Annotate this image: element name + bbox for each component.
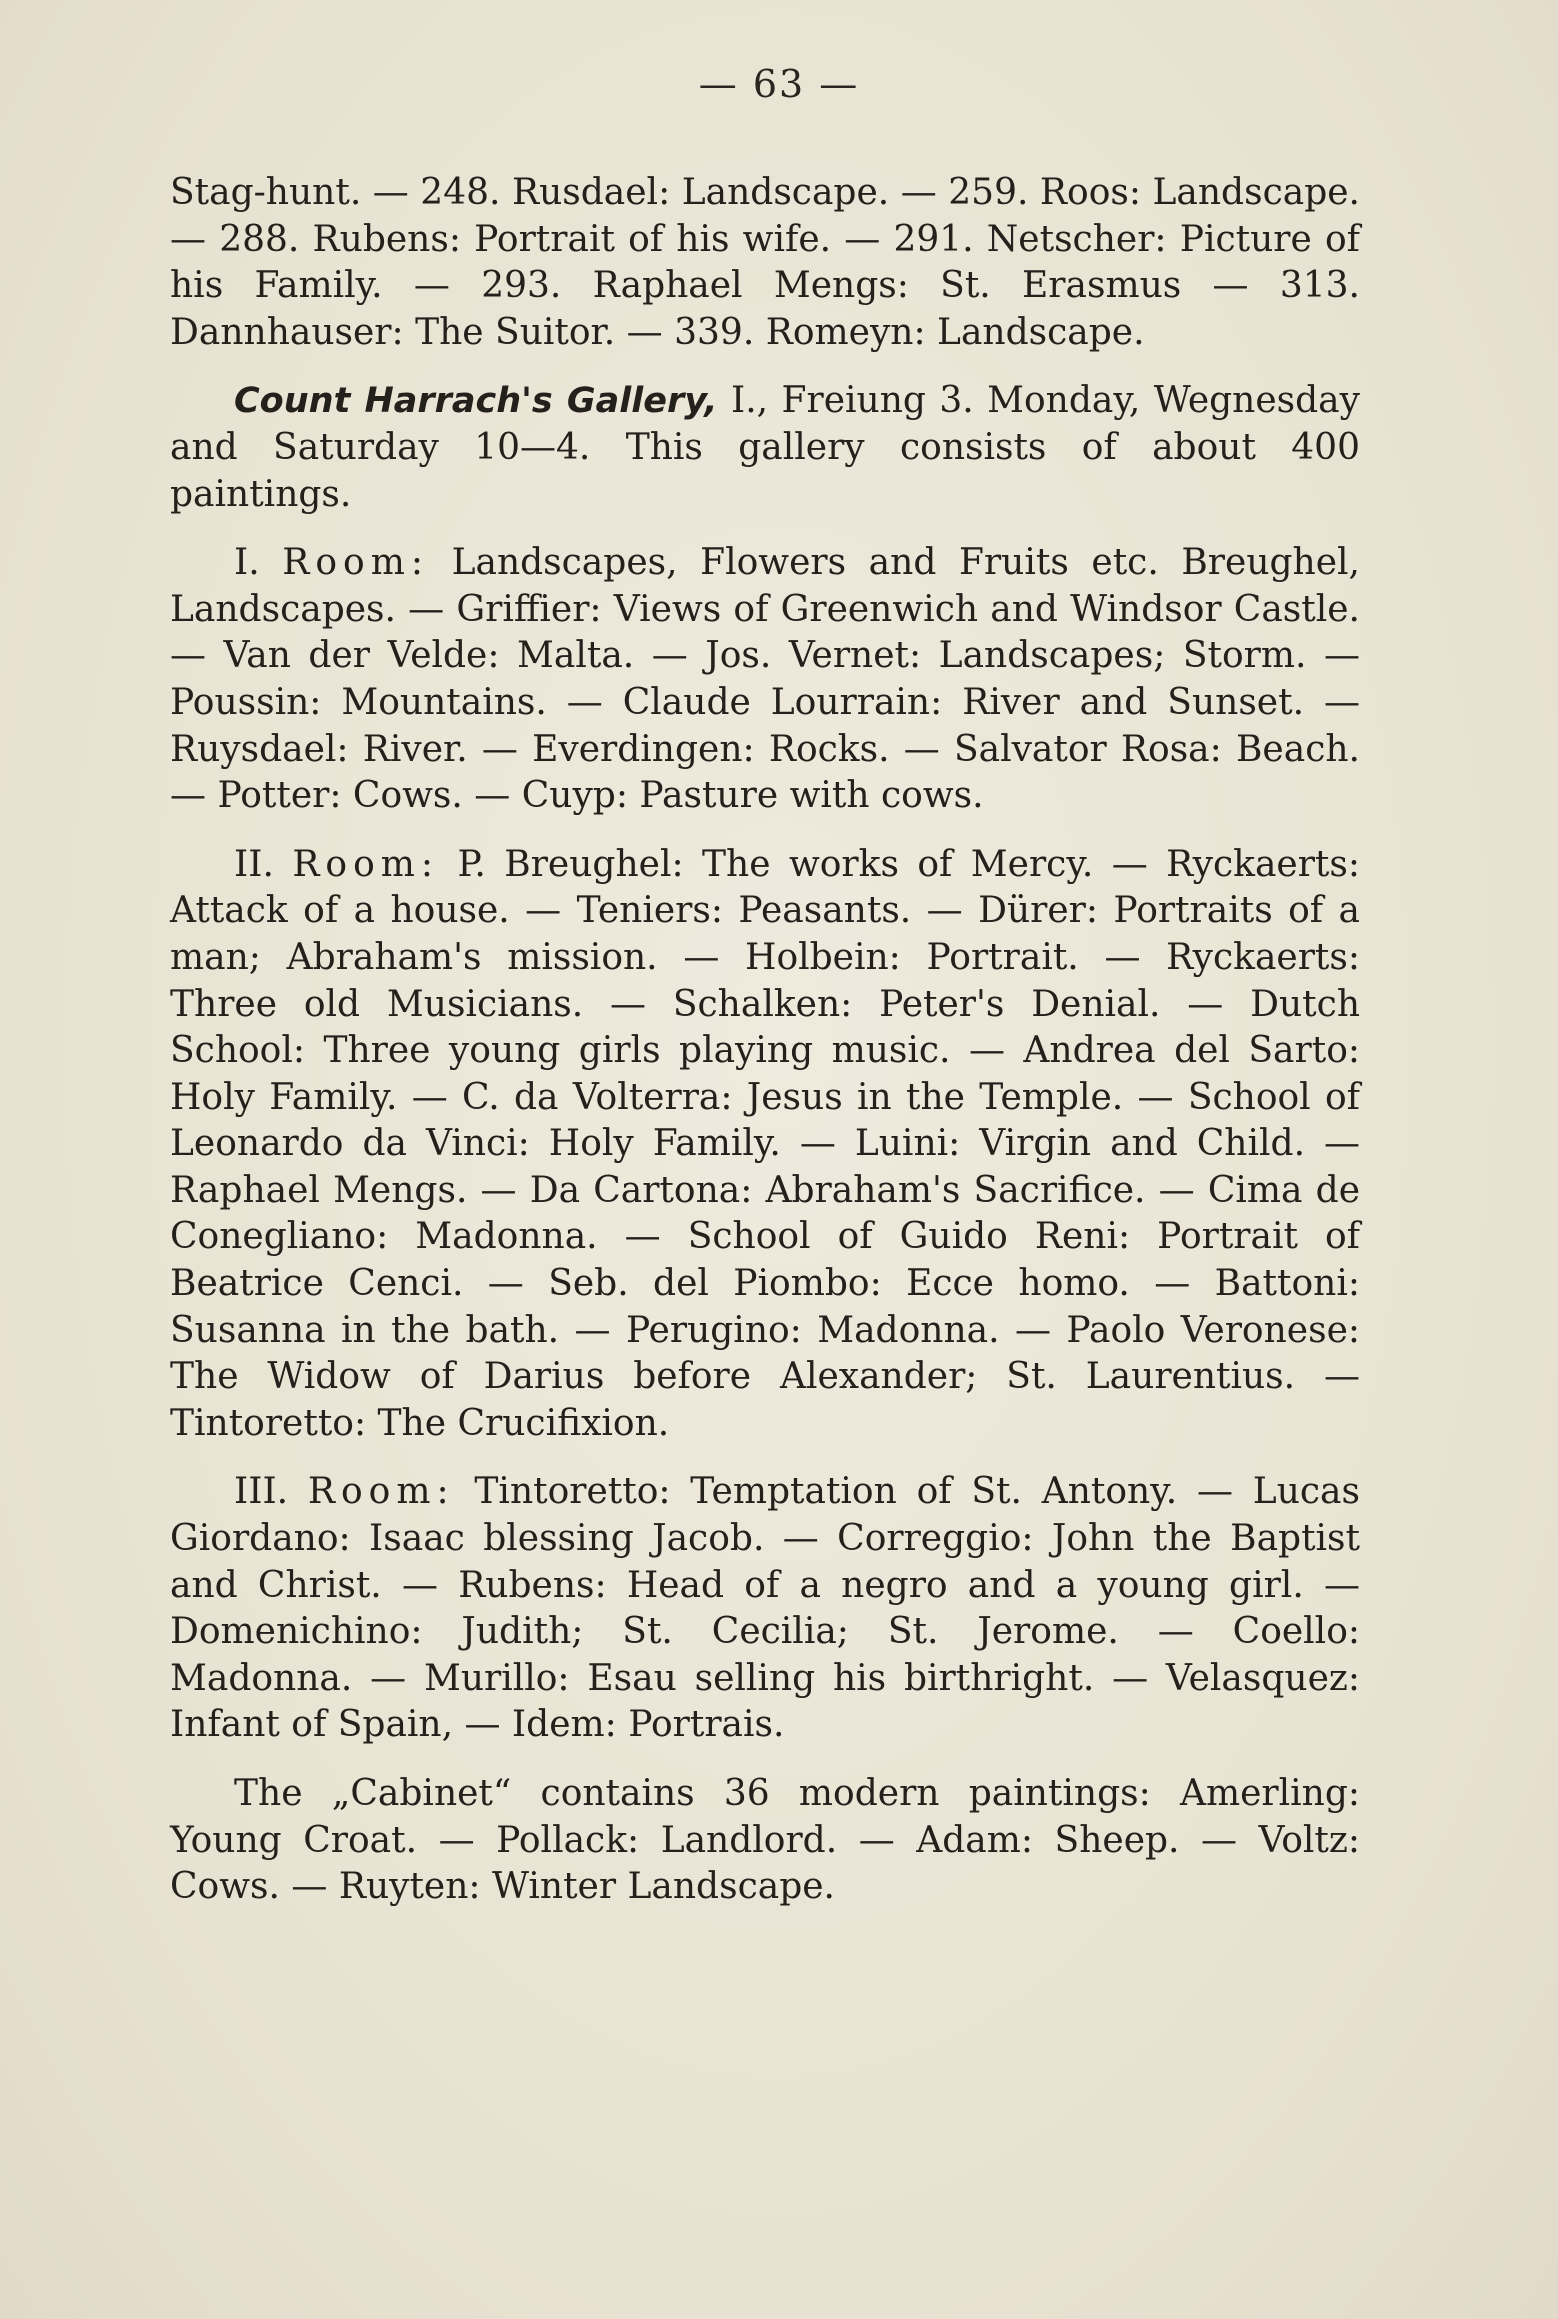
room-2-paragraph <box>170 842 1360 1448</box>
room-1-word: Room: <box>282 542 429 584</box>
gallery-name: Count Harrach's Gallery, <box>234 381 718 422</box>
gallery-details: I., Freiung 3. Monday, Wegnesday and Saturday 10—4. This gallery consists of about 400 paintings. <box>170 380 1360 515</box>
room-2-word: Room: <box>292 843 440 885</box>
room-3-paragraph <box>170 1469 1360 1749</box>
room-1-text: Landscapes, Flowers and Fruits etc. Breughel, Landscapes. — Griffier: Views of Greenwich and Windsor Castle. — Van der Velde: Malta. — Jos. Vernet: Landscapes; Storm. — Poussin: Mountains. — Claude Lourrain: River and Sunset. — Ruysdael: River. — Everdingen: Rocks. — Salvator Rosa: Beach. — Potter: Cows. — Cuyp: Pasture with cows. <box>170 542 1360 817</box>
room-1-paragraph <box>170 540 1360 820</box>
intro-paragraph: Stag-hunt. — 248. Rusdael: Landscape. — 259. Roos: Landscape. — 288. Rubens: Portrait of his wife. — 291. Netscher: Picture of his Family. — 293. Raphael Mengs: St. Erasmus — 313. Dannhauser: The Suitor. — 339. Romeyn: Landscape. <box>170 172 1360 353</box>
page-number: — 63 — <box>698 62 860 106</box>
cabinet-paragraph: The „Cabinet“ contains 36 modern paintings: Amerling: Young Croat. — Pollack: Landlord. — Adam: Sheep. — Voltz: Cows. — Ruyten: Winter Landscape. <box>170 1773 1360 1908</box>
room-3-word: Room: <box>307 1471 455 1513</box>
room-2-text: P. Breughel: The works of Mercy. — Ryckaerts: Attack of a house. — Teniers: Peasants. — Dürer: Portraits of a man; Abraham's mission. — Holbein: Portrait. — Ryckaerts: Three old Musicians. — Schalken: Peter's Denial. — Dutch School: Three young girls playing music. — Andrea del Sarto: Holy Family. — C. da Volterra: Jesus in the Temple. — School of Leonardo da Vinci: Holy Family. — Luini: Virgin and Child. — Raphael Mengs. — Da Cartona: Abraham's Sacrifice. — Cima de Conegliano: Madonna. — School of Guido Reni: Portrait of Beatrice Cenci. — Seb. del Piombo: Ecce homo. — Battoni: Susanna in the bath. — Perugino: Madonna. — Paolo Veronese: The Widow of Darius before Alexander; St. Laurentius. — Tintoretto: The Crucifixion. <box>170 843 1361 1444</box>
room-1-number: I. <box>234 542 260 584</box>
gallery-paragraph <box>170 378 1360 518</box>
room-3-text: Tintoretto: Temptation of St. Antony. — Lucas Giordano: Isaac blessing Jacob. — Correggio: John the Baptist and Christ. — Rubens: Head of a negro and a young girl. — Domenichino: Judith; St. Cecilia; St. Jerome. — Coello: Madonna. — Murillo: Esau selling his birthright. — Velasquez: Infant of Spain, — Idem: Portrais. <box>170 1471 1360 1746</box>
room-2-number: II. <box>234 843 274 885</box>
room-3-number: III. <box>234 1471 289 1513</box>
page-body <box>170 170 1360 1933</box>
